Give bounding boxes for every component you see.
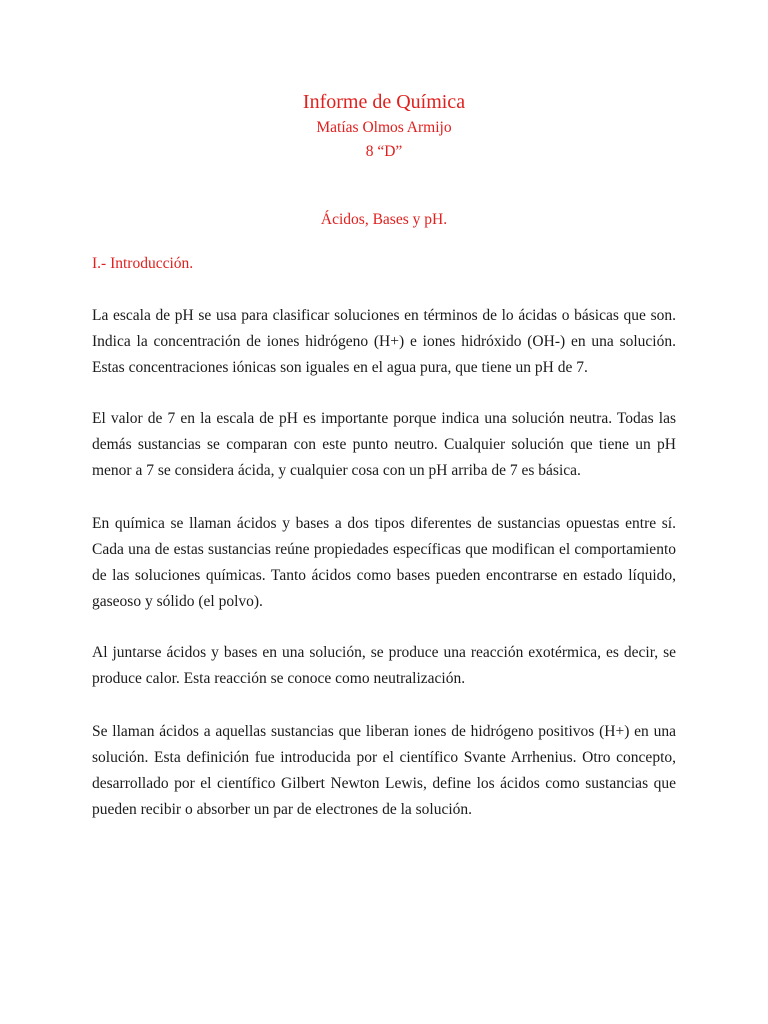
document-title: Informe de Química xyxy=(302,91,466,113)
body-text xyxy=(92,303,676,823)
author-name: Matías Olmos Armijo xyxy=(316,119,452,136)
paragraph: Se llaman ácidos a aquellas sustancias que liberan iones de hidrógeno positivos (H+) en una solución. Esta definición fue introducida por el científico Svante Arrhenius. Otro concepto, desarrollado por el científico Gilbert Newton Lewis, define los ácidos como sustancias que pueden recibir o absorber un par de electrones de la solución. xyxy=(92,723,676,818)
document-header xyxy=(92,88,676,164)
paragraph: En química se llaman ácidos y bases a dos tipos diferentes de sustancias opuestas entre sí. Cada una de estas sustancias reúne propiedades específicas que modifican el comportamiento de las soluciones químicas. Tanto ácidos como bases pueden encontrarse en estado líquido, gaseoso y sólido (el polvo). xyxy=(92,515,676,610)
paragraph: El valor de 7 en la escala de pH es importante porque indica una solución neutra. Todas las demás sustancias se comparan con este punto neutro. Cualquier solución que tiene un pH menor a 7 se considera ácida, y cualquier cosa con un pH arriba de 7 es básica. xyxy=(92,410,676,479)
paragraph: La escala de pH se usa para clasificar soluciones en términos de lo ácidas o básicas que son. Indica la concentración de iones hidrógeno (H+) e iones hidróxido (OH-) en una solución. Estas concentraciones iónicas son iguales en el agua pura, que tiene un pH de 7. xyxy=(92,307,676,376)
paragraph: Al juntarse ácidos y bases en una solución, se produce una reacción exotérmica, es decir, se produce calor. Esta reacción se conoce como neutralización. xyxy=(92,644,676,687)
document-page xyxy=(92,88,676,823)
section-heading: I.- Introducción. xyxy=(92,255,194,272)
topic-title: Ácidos, Bases y pH. xyxy=(320,211,448,228)
grade-label: 8 “D” xyxy=(365,143,403,160)
